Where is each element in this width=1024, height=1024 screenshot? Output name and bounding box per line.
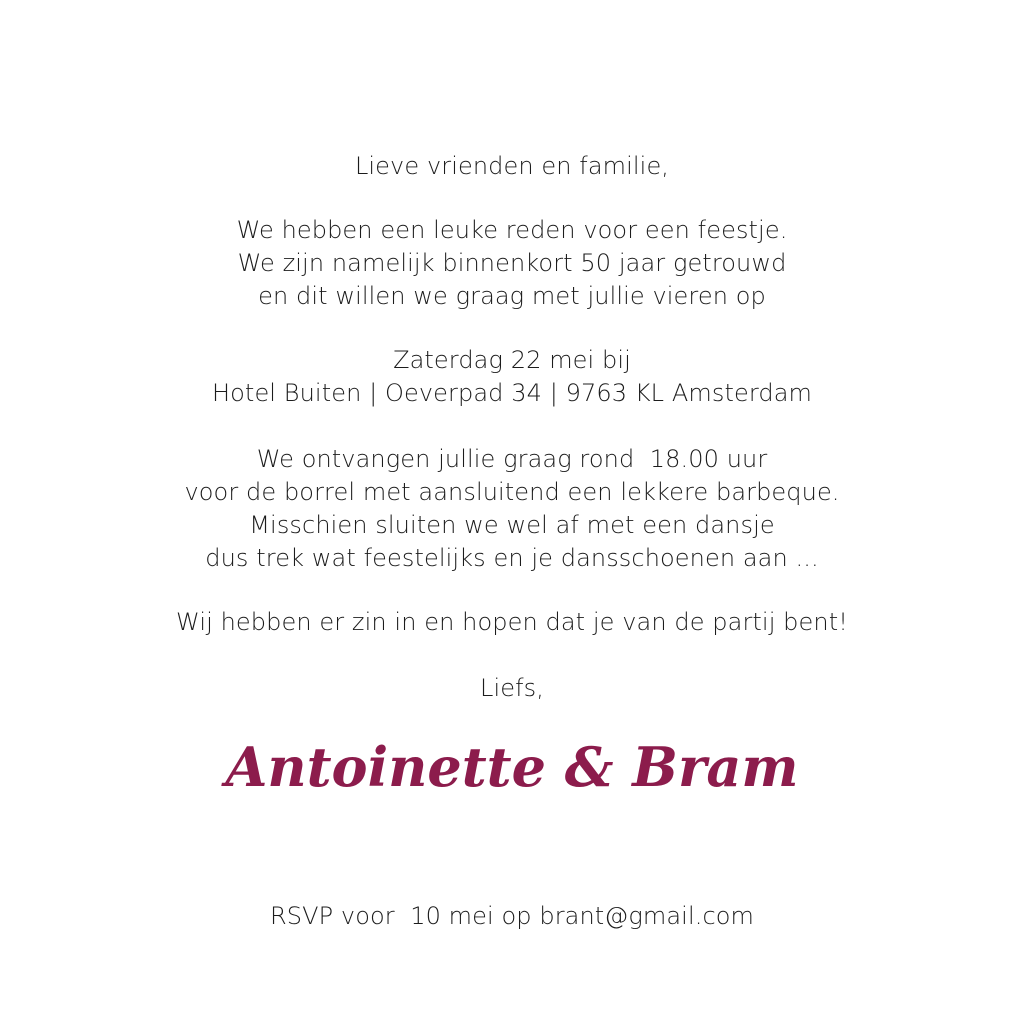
signature-names: Antoinette & Bram (225, 735, 799, 799)
greeting-text: Lieve vrienden en familie, (354, 152, 670, 180)
event-date-line: Zaterdag 22 mei bij (393, 346, 631, 374)
event-location-line: Hotel Buiten | Oeverpad 34 | 9763 KL Amsterdam (212, 379, 812, 407)
program-line: We ontvangen jullie graag rond 18.00 uur (256, 445, 768, 473)
program-line: voor de borrel met aansluitend een lekkere barbeque. (184, 478, 840, 506)
closing-text: Wij hebben er zin in en hopen dat je van de partij bent! (176, 608, 848, 636)
program-line: Misschien sluiten we wel af met een dansje (249, 511, 775, 539)
intro-line: We zijn namelijk binnenkort 50 jaar getrouwd (237, 249, 787, 277)
intro-line: We hebben een leuke reden voor een feestje. (236, 216, 788, 244)
intro-line: en dit willen we graag met jullie vieren op (258, 282, 766, 310)
rsvp-text: RSVP voor 10 mei op brant@gmail.com (269, 902, 755, 930)
program-line: dus trek wat feestelijks en je dansschoenen aan ... (205, 544, 819, 572)
sign-off-text: Liefs, (480, 674, 544, 702)
